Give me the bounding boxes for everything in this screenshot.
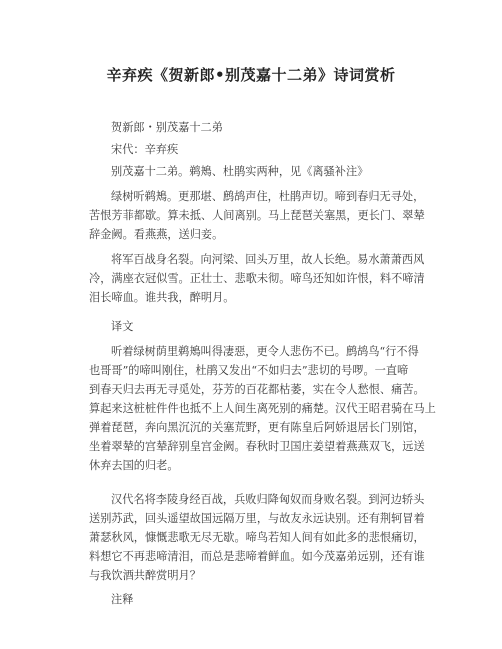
translation-2-line: 料想它不再悲啼清泪，而总是悲啼着鲜血。如今茂嘉弟远别，还有谁 <box>89 550 425 563</box>
poem-author-text: 宋代：辛弃疾 <box>111 143 179 156</box>
translation-1-line: 算起来这桩桩件件也抵不上人间生离死别的痛楚。汉代王昭君骑在马上 <box>89 402 436 415</box>
stanza-2-line: 将军百战身名裂。向河梁、回头万里，故人长绝。易水萧萧西风 <box>111 253 425 266</box>
stanza-2-line: 泪长啼血。谁共我，醉明月。 <box>89 291 235 304</box>
page-title: 辛弃疾《贺新郎•别茂嘉十二弟》诗词赏析 <box>106 66 396 84</box>
poem-title <box>89 118 415 137</box>
notes-heading <box>89 590 415 609</box>
translation-heading <box>89 317 415 336</box>
translation-1-line: 坐着翠辇的宫辇辞别皇宫金阙。春秋时卫国庄姜望着燕燕双飞，远送 <box>89 440 425 453</box>
translation-2-line: 送别苏武，回头遥望故国远隔万里，与故友永远诀别。还有荆轲冒着 <box>89 512 425 525</box>
translation-2-line: 萧瑟秋风，慷慨悲歌无尽无歇。啼鸟若知人间有如此多的悲恨痛切， <box>89 531 425 544</box>
translation-paragraph-2 <box>89 490 425 585</box>
translation-1-line: 弹着琵琶，奔向黑沉沉的关塞荒野，更有陈皇后阿娇退居长门别馆， <box>89 421 425 434</box>
poem-note-text: 别茂嘉十二弟。鹈鴂、杜鹃实两种，见《离骚补注》 <box>111 165 369 178</box>
translation-2-line: 汉代名将李陵身经百战，兵败归降匈奴而身败名裂。到河边轿头 <box>111 493 425 506</box>
translation-paragraph-1 <box>89 342 436 475</box>
notes-heading-text: 注释 <box>111 593 134 606</box>
translation-heading-text: 译文 <box>111 320 134 333</box>
stanza-1-line: 苦恨芳菲都歇。算未抵、人间离别。马上琵琶关塞黑，更长门、翠辇 <box>89 209 425 222</box>
stanza-1-line: 辞金阙。看燕燕，送归妾。 <box>89 228 224 241</box>
stanza-1-line: 绿树听鹈鴂。更那堪、鹧鸪声住，杜鹃声切。啼到春归无寻处， <box>111 190 425 203</box>
translation-2-line: 与我饮酒共醉赏明月？ <box>89 569 201 582</box>
translation-1-line: 听着绿树荫里鹈鴂叫得凄惡，更令人悲伤不已。鹧鸪鸟“行不得 <box>111 345 419 358</box>
poem-author <box>89 140 415 159</box>
translation-1-line: 也哥哥”的啼叫刚住，杜鹃又发出“不如归去”悲切的号啰。一直啼 <box>89 364 409 377</box>
translation-1-line: 休弃去国的归老。 <box>89 459 179 472</box>
poem-note <box>89 162 415 181</box>
poem-title-text: 贺新郎・别茂嘉十二弟 <box>111 121 223 134</box>
stanza-2-line: 冷，满座衣冠似雪。正壮士、悲歌未彻。啼鸟还知如许恨，料不啼清 <box>89 272 425 285</box>
translation-1-line: 到春天归去再无寻觅处，芬芳的百花都枯萎，实在令人愁恨、痛苦。 <box>89 383 425 396</box>
poem-stanza-2 <box>89 250 425 307</box>
poem-stanza-1 <box>89 187 425 244</box>
